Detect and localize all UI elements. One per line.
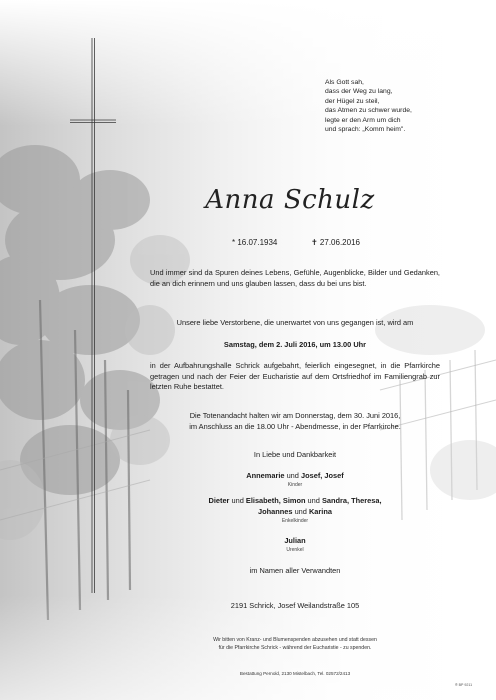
donation-line-2: für die Pfarrkirche Schrick - während der Eucharistie - zu spenden. [218, 645, 372, 651]
funeral-date: Samstag, dem 2. Juli 2016, um 13.00 Uhr [223, 340, 367, 349]
gratitude-text: In Liebe und Dankbarkeit [253, 450, 337, 459]
address: 2191 Schrick, Josef Weilandstraße 105 [230, 601, 360, 610]
intro-text: Und immer sind da Spuren deines Lebens, Gefühle, Augenblicke, Bilder und Gedanken, die an dich erinnern und uns glauben lassen, dass du bei uns bist. [150, 268, 440, 288]
relatives-text: im Namen aller Verwandten [249, 566, 341, 575]
funeral-text: in der Aufbahrungshalle Schrick aufgebahrt, feierlich eingesegnet, in die Pfarrkirche getragen und nach der Feier der Eucharistie auf dem Ortsfriedhof im Familiengrab zur letzten Ruhe bestattet. [150, 361, 440, 392]
conjunction: und [286, 471, 299, 480]
deceased-name: Anna Schulz [205, 185, 375, 215]
mourner-name: Johannes [258, 507, 293, 516]
relation-label: Enkelkinder [281, 518, 309, 524]
mourner-name: Julian [284, 536, 306, 545]
birth-date: * 16.07.1934 [232, 238, 278, 247]
undertaker-info: Bestattung Pernold, 2130 Mistelbach, Tel. 02572/2413 [239, 671, 351, 676]
conjunction: und [294, 507, 307, 516]
conjunction: und [307, 496, 320, 505]
poem-line: der Hügel zu steil, [325, 97, 380, 105]
mourners-children [150, 471, 440, 482]
donation-line-1: Wir bitten von Kranz- und Blumenspenden abzusehen und statt dessen [213, 637, 377, 643]
poem-line: dass der Weg zu lang, [325, 88, 393, 96]
announcement-text: Unsere liebe Verstorbene, die unerwartet von uns gegangen ist, wird am [176, 318, 414, 327]
vigil-line-2: im Anschluss an die 18.00 Uhr - Abendmesse, in der Pfarrkirche. [189, 422, 401, 431]
mourner-name: Simon [282, 496, 306, 505]
poem-line: Als Gott sah, [325, 79, 364, 86]
cross-icon [68, 38, 118, 598]
vigil-line-1: Die Totenandacht halten wir am Donnerstag, dem 30. Juni 2016, [189, 411, 401, 420]
mourner-name: Annemarie [246, 471, 285, 480]
mourners-grandchildren-line2 [150, 507, 440, 518]
relation-label: Urenkel [286, 547, 304, 553]
poem [325, 78, 475, 134]
mourner-name: Elisabeth, [245, 496, 281, 505]
poem-line: legte er den Arm um dich [325, 116, 401, 124]
mourner-name: Josef, Josef [300, 471, 344, 480]
mourner-name: Sandra, Theresa, [321, 496, 382, 505]
conjunction: und [231, 496, 244, 505]
death-date: ✝ 27.06.2016 [311, 238, 360, 247]
poem-line: das Atmen zu schwer wurde, [325, 107, 412, 115]
poem-line: und sprach: „Komm heim". [325, 126, 406, 134]
mourner-name: Karina [308, 507, 332, 516]
mourners-grandchildren-line1 [150, 496, 440, 507]
mourner-name: Dieter [208, 496, 230, 505]
relation-label: Kinder [287, 482, 303, 488]
document-code: ® BP 9211 [455, 683, 473, 687]
